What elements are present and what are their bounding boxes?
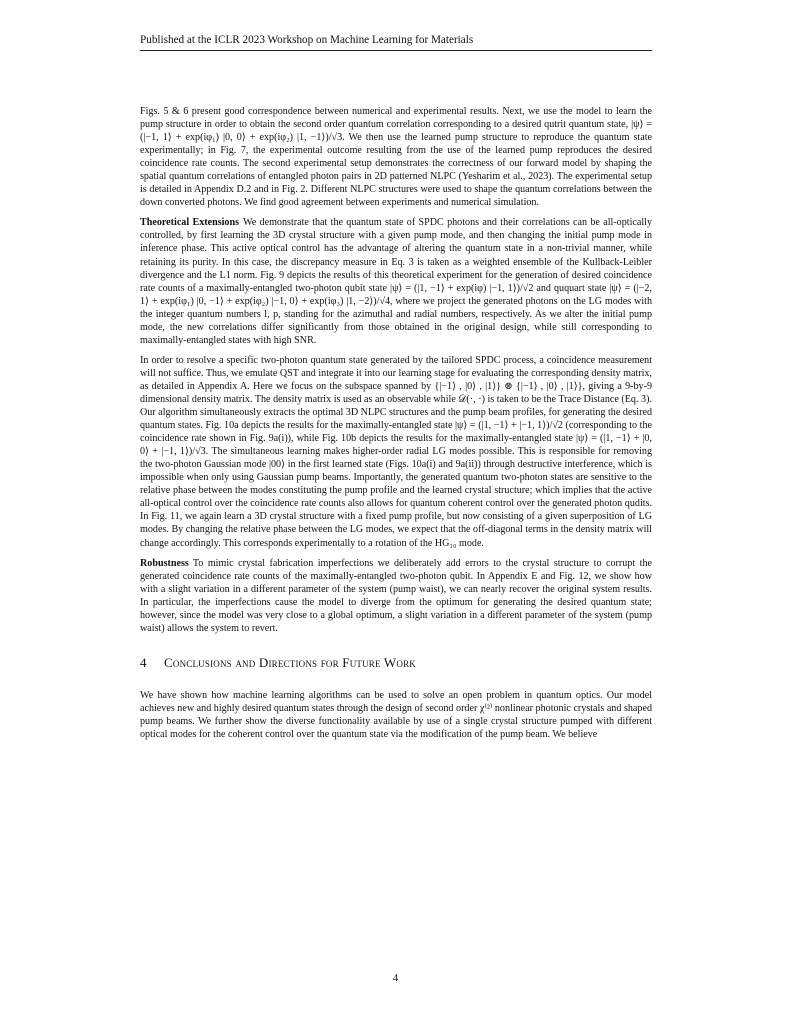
paragraph-conclusions: We have shown how machine learning algorithms can be used to solve an open problem in quantum optics. Our model achieves new and highly desired quantum states through the design of second order χ⁽²⁾ nonlinear photonic crystals and shaped pump beams. We further show the diverse functionality available by use of a single crystal structure pumped with different optical modes for the coherent control over the quantum state via the modification of the pump beam. We believe xyxy=(140,689,652,740)
paragraph-robustness xyxy=(140,557,652,635)
section-heading xyxy=(140,655,652,671)
page-number: 4 xyxy=(392,972,399,984)
section-number: 4 xyxy=(140,654,147,670)
section-title: Conclusions and Directions for Future Work xyxy=(164,654,416,670)
paper-body xyxy=(140,105,652,748)
paragraph-text-theoretical-extensions: We demonstrate that the quantum state of SPDC photons and their correlations can be all-optically controlled, by first learning the 3D crystal structure with a given pump mode, and then changing the initial pump mode in inference phase. This active optical control has the advantage of altering the quantum state in a non-trivial manner, while retaining its purity. In this case, the discrepancy measure in Eq. 3 is taken as a weighted ensemble of the Kullback-Leibler divergence and the L1 norm. Fig. 9 depicts the results of this theoretical experiment for the generation of desired coincidence rate counts of a maximally-entangled two-photon qubit state |ψ⟩ = (|1, −1⟩ + exp(iφ) |−1, 1⟩)/√2 and ququart state |ψ⟩ = (|−2, 1⟩ + exp(iφ₁) |0, −1⟩ + exp(iφ₂) |−1, 0⟩ + exp(iφ₃) |1, −2⟩)/√4, where we project the generated photons on the LG modes with the integer quantum numbers l, p, standing for the azimuthal and radial numbers, respectively. As we alter the initial pump mode, the new correlations differ significantly from those obtained in the original design, while still corresponding to maximally-entangled states with high SNR. xyxy=(140,217,652,346)
paragraph-results: Figs. 5 & 6 present good correspondence between numerical and experimental results. Next, we use the model to learn the pump structure in order to obtain the second order quantum correlation corresponding to a desired qutrit quantum state, |ψ⟩ = (|−1, 1⟩ + exp(iφ₁) |0, 0⟩ + exp(iφ₂) |1, −1⟩)/√3. We then use the learned pump structure to reproduce the quantum state experimentally; in Fig. 7, the experimental outcome resulting from the use of the learned pump reproduces the desired coincidence rate counts. The second experimental setup demonstrates the correctness of our forward model by shaping the spatial quantum correlations of entangled photon pairs in 2D patterned NLPC (Yesharim et al., 2023). The experimental setup is detailed in Appendix D.2 and in Fig. 2. Different NLPC structures were used to shape the quantum correlations between the down converted photons. We find good agreement between experiments and numerical simulation. xyxy=(140,106,652,209)
paragraph-qst: In order to resolve a specific two-photon quantum state generated by the tailored SPDC process, a coincidence measurement will not suffice. Thus, we emulate QST and integrate it into our learning stage for evaluating the corresponding density matrix, as detailed in Appendix A. Here we focus on the subspace spanned by {|−1⟩ , |0⟩ , |1⟩} ⊗ {|−1⟩ , |0⟩ , |1⟩}, giving a 9-by-9 dimensional density matrix. The density matrix is used as an observable while 𝒟(·, ·) is taken to be the Trace Distance (Eq. 3). Our algorithm simultaneously extracts the optimal 3D NLPC structures and the pump beam profiles, for generating the desired quantum states. Fig. 10a depicts the results for the maximally-entangled state |ψ⟩ = (|1, −1⟩ + |−1, 1⟩)/√2 (corresponding to the coincidence rate shown in Fig. 9a(i)), while Fig. 10b depicts the results for the maximally-entangled state |ψ⟩ = (|1, −1⟩ + |0, 0⟩ + |−1, 1⟩)/√3. The simultaneous learning makes higher-order radial LG modes possible. This is responsible for removing the two-photon Gaussian mode |00⟩ in the first learned state (Figs. 10a(i) and 9a(ii)) through destructive interference, which is impossible when only using Gaussian pump beams. Importantly, the generated quantum two-photon states are sensitive to the relative phase between the modes constituting the pump profile and the learned crystal structure; which implies that the active all-optical control over the coincidence rate counts also allows for quantum coherent control over the generated photon qudits. In Fig. 11, we again learn a 3D crystal structure with a fixed pump profile, but now consisting of a given superposition of LG modes. By changing the relative phase between the LG modes, we expect that the off-diagonal terms in the density matrix will change accordingly. This corresponds experimentally to a rotation of the HG₁₀ mode. xyxy=(140,354,652,549)
running-header: Published at the ICLR 2023 Workshop on Machine Learning for Materials xyxy=(140,33,652,51)
paragraph-heading-theoretical-extensions: Theoretical Extensions xyxy=(140,217,240,229)
paragraph-heading-robustness: Robustness xyxy=(140,557,189,569)
paragraph-text-robustness: To mimic crystal fabrication imperfections we deliberately add errors to the crystal structure to corrupt the generated coincidence rate counts of the maximally-entangled two-photon qubit. In Appendix E and Fig. 12, we show how with a slight variation in a different parameter of the system (pump waist), we can nearly recover the original system results. In particular, the imperfections cause the model to diverge from the optimum for generating the desired quantum state; however, since the model was very close to a global optimum, a slight variation in a different parameter of the system (pump waist) allows the system to revert. xyxy=(140,557,652,634)
paragraph-theoretical-extensions xyxy=(140,216,652,346)
